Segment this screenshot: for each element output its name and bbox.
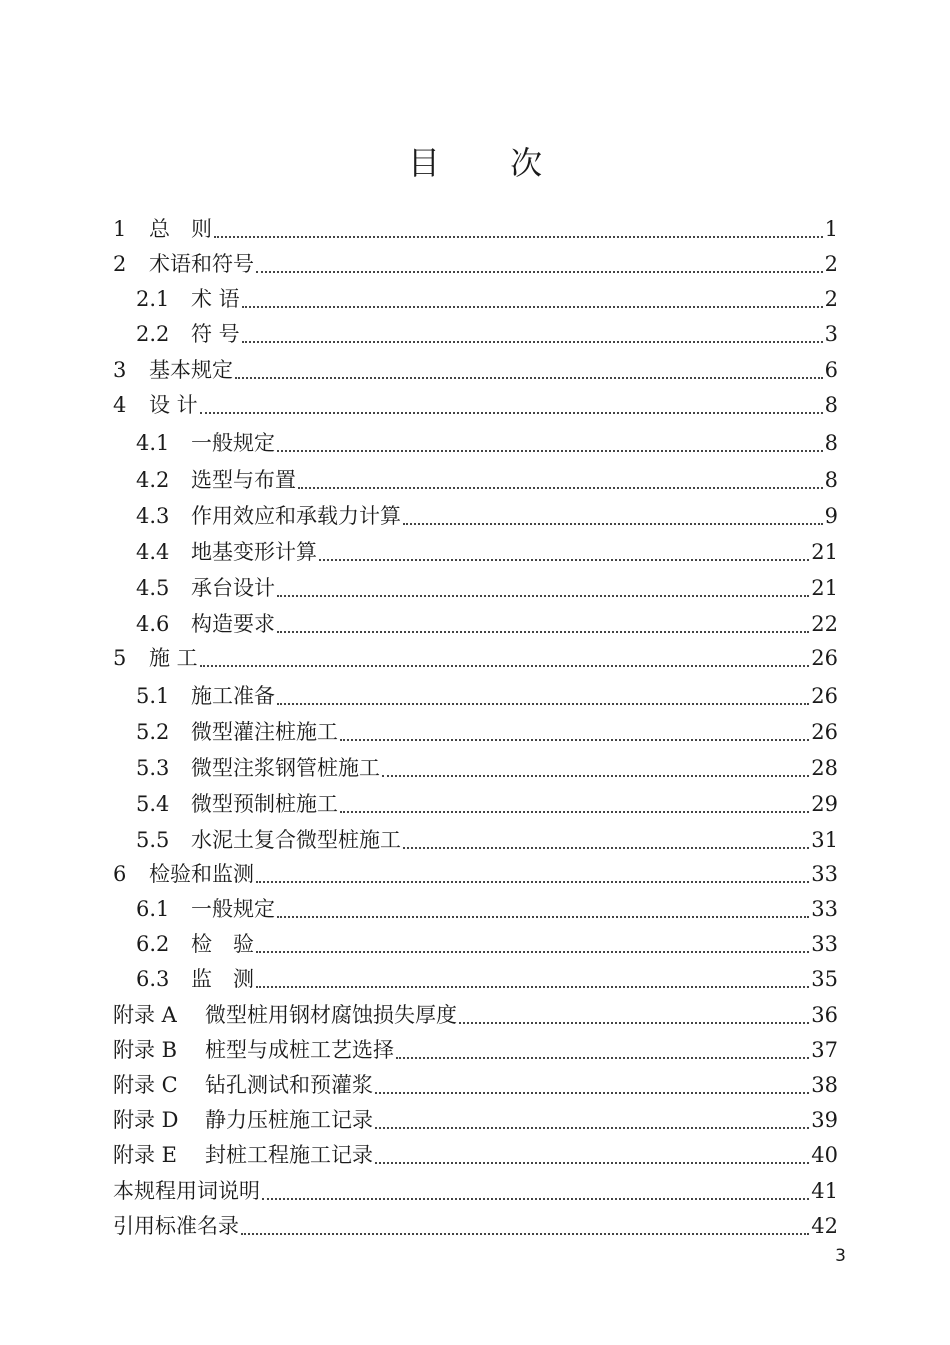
dot-leader bbox=[277, 595, 809, 597]
toc-entry-number: 5 bbox=[113, 646, 127, 670]
toc-entry-title: 符 号 bbox=[191, 322, 240, 346]
toc-entry-page: 40 bbox=[811, 1143, 838, 1167]
toc-entry-title: 桩型与成桩工艺选择 bbox=[205, 1038, 394, 1062]
toc-entry-title: 施 工 bbox=[149, 646, 198, 670]
toc-entry-page: 41 bbox=[811, 1179, 838, 1203]
toc-entry-page: 39 bbox=[811, 1108, 838, 1132]
toc-entry[interactable] bbox=[136, 789, 838, 819]
toc-entry-title: 总 则 bbox=[149, 217, 212, 241]
toc-entry[interactable] bbox=[136, 964, 838, 994]
toc-entry-title: 施工准备 bbox=[191, 684, 275, 708]
toc-entry[interactable] bbox=[113, 1211, 838, 1241]
toc-entry-page: 8 bbox=[824, 468, 838, 492]
toc-entry-title: 一般规定 bbox=[191, 897, 275, 921]
toc-entry-title: 设 计 bbox=[149, 393, 198, 417]
toc-entry-number: 2.2 bbox=[136, 322, 170, 346]
dot-leader bbox=[403, 847, 809, 849]
dot-leader bbox=[277, 703, 809, 705]
page-number: 3 bbox=[835, 1246, 846, 1266]
dot-leader bbox=[256, 951, 809, 953]
toc-entry-title: 微型预制桩施工 bbox=[191, 792, 338, 816]
toc-entry-page: 33 bbox=[811, 932, 838, 956]
dot-leader bbox=[242, 341, 823, 343]
toc-entry-number: 6 bbox=[113, 862, 127, 886]
toc-entry-page: 1 bbox=[824, 217, 838, 241]
toc-entry-number: 3 bbox=[113, 358, 127, 382]
toc-entry-page: 33 bbox=[811, 897, 838, 921]
toc-entry-number: 4.2 bbox=[136, 468, 170, 492]
toc-entry-page: 2 bbox=[824, 287, 838, 311]
toc-entry[interactable] bbox=[136, 284, 838, 314]
toc-entry-title: 基本规定 bbox=[149, 358, 233, 382]
toc-entry[interactable] bbox=[136, 609, 838, 639]
toc-entry-number: 附录 A bbox=[113, 1003, 177, 1027]
toc-entry[interactable] bbox=[136, 753, 838, 783]
dot-leader bbox=[396, 1057, 809, 1059]
dot-leader bbox=[241, 1233, 809, 1235]
toc-entry-number: 1 bbox=[113, 217, 127, 241]
toc-entry[interactable] bbox=[113, 859, 838, 889]
toc-entry-number: 附录 D bbox=[113, 1108, 179, 1132]
toc-entry[interactable] bbox=[113, 355, 838, 385]
toc-entry-title: 一般规定 bbox=[191, 431, 275, 455]
toc-entry-number: 2.1 bbox=[136, 287, 170, 311]
toc-entry-title: 地基变形计算 bbox=[191, 540, 317, 564]
toc-entry-page: 9 bbox=[824, 504, 838, 528]
toc-entry-page: 6 bbox=[824, 358, 838, 382]
toc-entry-title: 检验和监测 bbox=[149, 862, 254, 886]
toc-entry-title: 引用标准名录 bbox=[113, 1214, 239, 1238]
toc-entry[interactable] bbox=[113, 214, 838, 244]
toc-entry-page: 26 bbox=[811, 684, 838, 708]
dot-leader bbox=[235, 377, 823, 379]
toc-entry[interactable] bbox=[136, 501, 838, 531]
toc-entry-title: 作用效应和承载力计算 bbox=[191, 504, 401, 528]
dot-leader bbox=[375, 1092, 809, 1094]
toc-entry[interactable] bbox=[136, 465, 838, 495]
toc-entry-page: 26 bbox=[811, 646, 838, 670]
dot-leader bbox=[319, 559, 809, 561]
dot-leader bbox=[375, 1162, 809, 1164]
toc-entry[interactable] bbox=[113, 1140, 838, 1170]
toc-entry-page: 26 bbox=[811, 720, 838, 744]
toc-entry-page: 28 bbox=[811, 756, 838, 780]
toc-entry[interactable] bbox=[136, 428, 838, 458]
toc-entry-number: 5.3 bbox=[136, 756, 170, 780]
dot-leader bbox=[375, 1127, 809, 1129]
toc-entry-title: 微型桩用钢材腐蚀损失厚度 bbox=[205, 1003, 457, 1027]
toc-entry[interactable] bbox=[113, 1000, 838, 1030]
toc-entry-title: 静力压桩施工记录 bbox=[205, 1108, 373, 1132]
toc-entry-page: 29 bbox=[811, 792, 838, 816]
dot-leader bbox=[340, 739, 809, 741]
toc-entry-number: 4.4 bbox=[136, 540, 170, 564]
toc-entry-title: 术 语 bbox=[191, 287, 240, 311]
toc-entry[interactable] bbox=[136, 573, 838, 603]
toc-entry-number: 附录 B bbox=[113, 1038, 178, 1062]
toc-entry-number: 4.3 bbox=[136, 504, 170, 528]
dot-leader bbox=[262, 1198, 809, 1200]
toc-entry-title: 术语和符号 bbox=[149, 252, 254, 276]
toc-entry-title: 选型与布置 bbox=[191, 468, 296, 492]
toc-entry-page: 2 bbox=[824, 252, 838, 276]
toc-entry-page: 8 bbox=[824, 431, 838, 455]
dot-leader bbox=[277, 631, 809, 633]
toc-entry[interactable] bbox=[113, 643, 838, 673]
toc-entry[interactable] bbox=[136, 825, 838, 855]
dot-leader bbox=[459, 1022, 809, 1024]
toc-entry[interactable] bbox=[113, 390, 838, 420]
dot-leader bbox=[382, 775, 809, 777]
dot-leader bbox=[256, 986, 809, 988]
toc-entry[interactable] bbox=[113, 1176, 838, 1206]
toc-entry[interactable] bbox=[113, 249, 838, 279]
toc-entry-number: 4 bbox=[113, 393, 127, 417]
toc-entry-number: 4.6 bbox=[136, 612, 170, 636]
toc-entry-title: 钻孔测试和预灌浆 bbox=[205, 1073, 373, 1097]
dot-leader bbox=[340, 811, 809, 813]
dot-leader bbox=[242, 306, 823, 308]
toc-entry[interactable] bbox=[113, 1035, 838, 1065]
toc-entry[interactable] bbox=[136, 894, 838, 924]
toc-entry-title: 检 验 bbox=[191, 932, 254, 956]
dot-leader bbox=[200, 412, 823, 414]
toc-entry-number: 2 bbox=[113, 252, 127, 276]
toc-entry-title: 微型注浆钢管桩施工 bbox=[191, 756, 380, 780]
toc-entry[interactable] bbox=[136, 319, 838, 349]
toc-entry-title: 承台设计 bbox=[191, 576, 275, 600]
dot-leader bbox=[214, 236, 823, 238]
toc-entry[interactable] bbox=[136, 717, 838, 747]
dot-leader bbox=[277, 916, 809, 918]
toc-entry-number: 5.2 bbox=[136, 720, 170, 744]
toc-entry-title: 构造要求 bbox=[191, 612, 275, 636]
toc-entry-number: 5.5 bbox=[136, 828, 170, 852]
dot-leader bbox=[256, 271, 823, 273]
toc-entry-page: 31 bbox=[811, 828, 838, 852]
toc-entry-page: 3 bbox=[824, 322, 838, 346]
toc-entry-number: 4.1 bbox=[136, 431, 170, 455]
dot-leader bbox=[256, 881, 809, 883]
dot-leader bbox=[200, 665, 810, 667]
toc-entry-number: 4.5 bbox=[136, 576, 170, 600]
toc-entry-number: 5.4 bbox=[136, 792, 170, 816]
toc-entry-page: 21 bbox=[811, 576, 838, 600]
toc-entry-number: 附录 E bbox=[113, 1143, 178, 1167]
toc-entry-title: 微型灌注桩施工 bbox=[191, 720, 338, 744]
toc-entry-page: 22 bbox=[811, 612, 838, 636]
toc-entry-title: 水泥土复合微型桩施工 bbox=[191, 828, 401, 852]
toc-entry-number: 6.3 bbox=[136, 967, 170, 991]
page-title: 目 次 bbox=[407, 144, 573, 182]
toc-entry[interactable] bbox=[136, 929, 838, 959]
toc-entry[interactable] bbox=[136, 537, 838, 567]
toc-entry-number: 6.1 bbox=[136, 897, 170, 921]
toc-entry-page: 35 bbox=[811, 967, 838, 991]
dot-leader bbox=[403, 523, 823, 525]
dot-leader bbox=[298, 487, 823, 489]
toc-entry-number: 附录 C bbox=[113, 1073, 178, 1097]
toc-entry[interactable] bbox=[113, 1070, 838, 1100]
toc-entry-title: 封桩工程施工记录 bbox=[205, 1143, 373, 1167]
toc-entry-number: 6.2 bbox=[136, 932, 170, 956]
toc-entry-page: 8 bbox=[824, 393, 838, 417]
toc-entry-page: 38 bbox=[811, 1073, 838, 1097]
toc-entry-number: 5.1 bbox=[136, 684, 170, 708]
toc-entry-page: 21 bbox=[811, 540, 838, 564]
toc-entry-page: 33 bbox=[811, 862, 838, 886]
toc-entry-page: 36 bbox=[811, 1003, 838, 1027]
toc-entry-title: 本规程用词说明 bbox=[113, 1179, 260, 1203]
toc-entry[interactable] bbox=[113, 1105, 838, 1135]
toc-entry-page: 42 bbox=[811, 1214, 838, 1238]
dot-leader bbox=[277, 450, 823, 452]
toc-entry[interactable] bbox=[136, 681, 838, 711]
toc-entry-title: 监 测 bbox=[191, 967, 254, 991]
toc-entry-page: 37 bbox=[811, 1038, 838, 1062]
